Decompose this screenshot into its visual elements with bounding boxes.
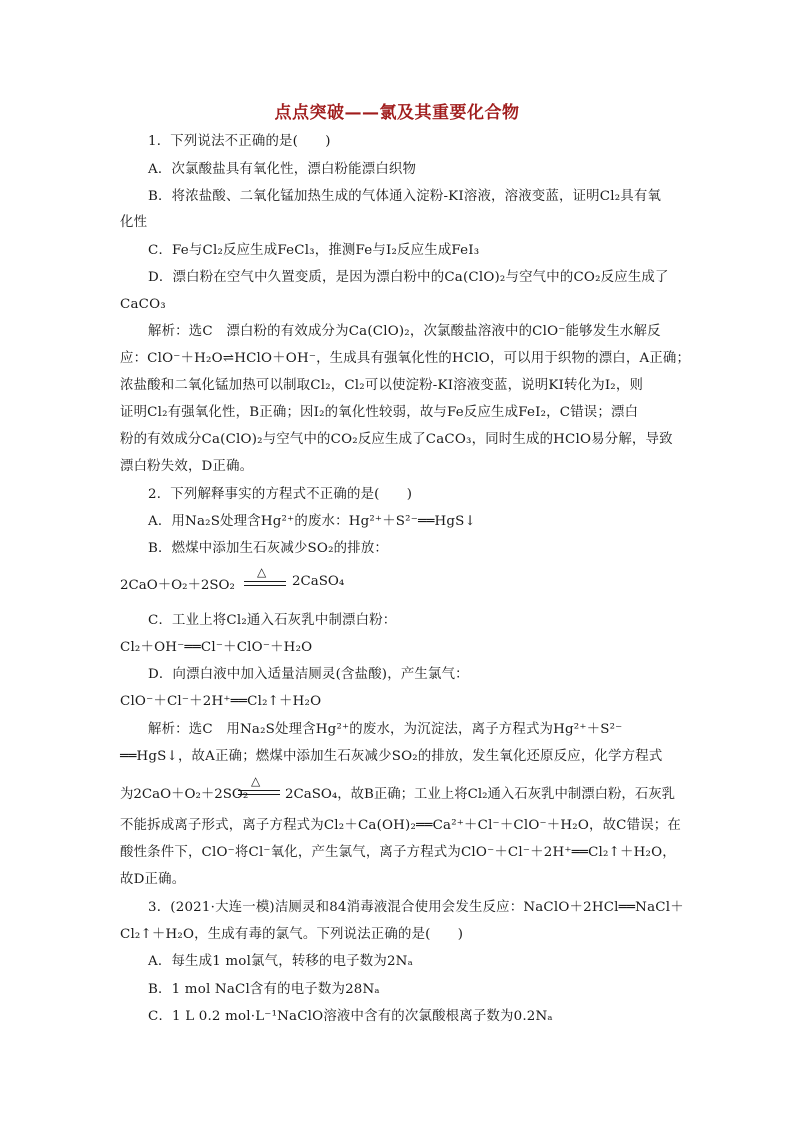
delta-icon: △ (257, 565, 267, 579)
q1-analysis-line2: 应：ClO⁻＋H₂O⇌HClO＋OH⁻，生成具有强氧化性的HClO，可以用于织物的漂白，A正确； (120, 351, 691, 366)
page-title: 点点突破——氯及其重要化合物 (274, 103, 520, 123)
q1-option-d-line1: D．漂白粉在空气中久置变质，是因为漂白粉中的Ca(ClO)₂与空气中的CO₂反应生成了 (148, 270, 669, 285)
q2-b-equation-right: 2CaSO₄ (292, 574, 345, 589)
q2-c-equation: Cl₂＋OH⁻══Cl⁻＋ClO⁻＋H₂O (120, 640, 313, 655)
q2-analysis-line3-left: 为2CaO＋O₂＋2SO₂ (120, 787, 249, 802)
q2-analysis-line3-right: 2CaSO₄，故B正确；工业上将Cl₂通入石灰乳中制漂白粉，石灰乳 (285, 787, 675, 802)
q2-analysis-line4: 不能拆成离子形式，离子方程式为Cl₂＋Ca(OH)₂══Ca²⁺＋Cl⁻＋ClO⁻＋H₂O，故C错误；在 (120, 818, 681, 833)
q1-option-b-line1: B．将浓盐酸、二氧化锰加热生成的气体通入淀粉-KI溶液，溶液变蓝，证明Cl₂具有氧 (148, 189, 662, 204)
q1-analysis-line3: 浓盐酸和二氧化锰加热可以制取Cl₂，Cl₂可以使淀粉-KI溶液变蓝，说明KI转化为I₂，则 (120, 378, 644, 393)
q1-analysis-line5: 粉的有效成分Ca(ClO)₂与空气中的CO₂反应生成了CaCO₃，同时生成的HClO易分解，导致 (120, 432, 673, 447)
q2-analysis-line5: 酸性条件下，ClO⁻将Cl⁻氧化，产生氯气，离子方程式为ClO⁻＋Cl⁻＋2H⁺══Cl₂↑＋H₂O， (120, 845, 676, 860)
q3-option-b: B．1 mol NaCl含有的电子数为28Nₐ (148, 982, 380, 997)
q2-d-equation: ClO⁻＋Cl⁻＋2H⁺══Cl₂↑＋H₂O (120, 694, 322, 709)
q1-option-b-line2: 化性 (120, 215, 148, 230)
q1-option-a: A．次氯酸盐具有氧化性，漂白粉能漂白织物 (148, 162, 417, 177)
q2-b-equation-left: 2CaO＋O₂＋2SO₂ (120, 578, 235, 593)
heating-equals-sign (244, 566, 286, 594)
q3-option-a: A．每生成1 mol氯气，转移的电子数为2Nₐ (148, 954, 413, 969)
q2-analysis-line6: 故D正确。 (120, 872, 186, 887)
q2-option-c: C．工业上将Cl₂通入石灰乳中制漂白粉： (148, 613, 397, 628)
q2-analysis-line1: 解析：选C 用Na₂S处理含Hg²⁺的废水，为沉淀法，离子方程式为Hg²⁺＋S²⁻ (148, 722, 623, 737)
q3-stem-line1: 3．(2021·大连一模)洁厕灵和84消毒液混合使用会发生反应：NaClO＋2HCl══NaCl＋ (148, 900, 684, 915)
heating-equals-sign-2 (238, 775, 280, 803)
q2-option-d: D．向漂白液中加入适量洁厕灵(含盐酸)，产生氯气： (148, 667, 469, 682)
q2-option-b: B．燃煤中添加生石灰减少SO₂的排放： (148, 541, 389, 556)
q3-stem-line2: Cl₂↑＋H₂O，生成有毒的氯气。下列说法正确的是( ) (120, 927, 464, 942)
q1-analysis-line4: 证明Cl₂有强氧化性，B正确；因I₂的氧化性较弱，故与Fe反应生成FeI₂，C错误；漂白 (120, 405, 639, 420)
q1-stem: 1．下列说法不正确的是( ) (148, 134, 331, 149)
q2-stem: 2．下列解释事实的方程式不正确的是( ) (148, 487, 413, 502)
q2-option-a: A．用Na₂S处理含Hg²⁺的废水：Hg²⁺＋S²⁻══HgS↓ (148, 514, 476, 529)
q1-analysis-line1: 解析：选C 漂白粉的有效成分为Ca(ClO)₂，次氯酸盐溶液中的ClO⁻能够发生水解反 (148, 324, 661, 339)
q3-option-c: C．1 L 0.2 mol·L⁻¹NaClO溶液中含有的次氯酸根离子数为0.2Nₐ (148, 1009, 553, 1024)
q1-analysis-line6: 漂白粉失效，D正确。 (120, 459, 254, 474)
q1-option-d-line2: CaCO₃ (120, 297, 166, 312)
q2-analysis-line2: ══HgS↓，故A正确；燃煤中添加生石灰减少SO₂的排放，发生氧化还原反应，化学方程式 (120, 749, 663, 764)
delta-icon-2: △ (251, 774, 261, 788)
q1-option-c: C．Fe与Cl₂反应生成FeCl₃，推测Fe与I₂反应生成FeI₃ (148, 243, 480, 258)
